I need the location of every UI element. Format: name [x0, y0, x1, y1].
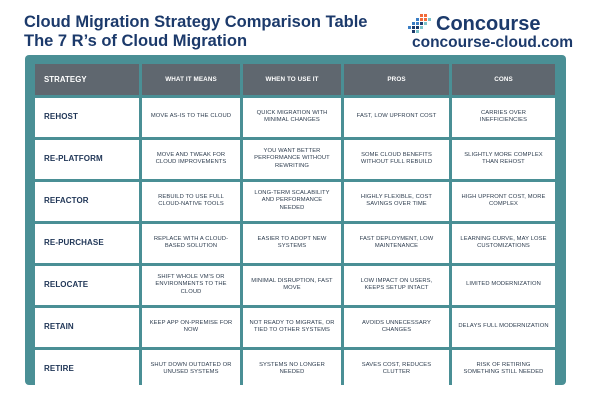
strategy-name-cell: RE-PURCHASE [35, 224, 139, 263]
strategy-name-cell: RE-PLATFORM [35, 140, 139, 179]
table-cell-cons: HIGH UPFRONT COST, MORE COMPLEX [452, 182, 555, 221]
table-cell-what-it-means: REBUILD TO USE FULL CLOUD-NATIVE TOOLS [142, 182, 240, 221]
strategy-name-cell: REFACTOR [35, 182, 139, 221]
table-cell-pros: FAST DEPLOYMENT, LOW MAINTENANCE [344, 224, 449, 263]
table-cell-when-to-use: YOU WANT BETTER PERFORMANCE WITHOUT REWRITING [243, 140, 341, 179]
table-cell-when-to-use: LONG-TERM SCALABILITY AND PERFORMANCE NEEDED [243, 182, 341, 221]
table-cell-what-it-means: KEEP APP ON-PREMISE FOR NOW [142, 308, 240, 347]
table-cell-cons: CARRIES OVER INEFFICIENCIES [452, 98, 555, 137]
title-line-main: Cloud Migration Strategy Comparison Table [24, 13, 368, 31]
column-header-what-it-means: WHAT IT MEANS [142, 64, 240, 95]
table-cell-pros: SAVES COST, REDUCES CLUTTER [344, 350, 449, 389]
column-header-pros: PROS [344, 64, 449, 95]
comparison-table [25, 55, 566, 385]
column-header-cons: CONS [452, 64, 555, 95]
table-cell-pros: HIGHLY FLEXIBLE, COST SAVINGS OVER TIME [344, 182, 449, 221]
table-cell-pros: AVOIDS UNNECESSARY CHANGES [344, 308, 449, 347]
table-cell-when-to-use: MINIMAL DISRUPTION, FAST MOVE [243, 266, 341, 305]
concourse-logo [408, 12, 578, 52]
table-cell-pros: LOW IMPACT ON USERS, KEEPS SETUP INTACT [344, 266, 449, 305]
page-title [24, 13, 367, 51]
table-cell-what-it-means: MOVE AS-IS TO THE CLOUD [142, 98, 240, 137]
column-header-strategy: STRATEGY [35, 64, 139, 95]
table-cell-pros: SOME CLOUD BENEFITS WITHOUT FULL REBUILD [344, 140, 449, 179]
strategy-name-cell: RETIRE [35, 350, 139, 389]
table-cell-when-to-use: EASIER TO ADOPT NEW SYSTEMS [243, 224, 341, 263]
table-cell-when-to-use: NOT READY TO MIGRATE, OR TIED TO OTHER SYSTEMS [243, 308, 341, 347]
concourse-logo-icon [408, 14, 432, 36]
strategy-name-cell: REHOST [35, 98, 139, 137]
table-cell-when-to-use: SYSTEMS NO LONGER NEEDED [243, 350, 341, 389]
table-cell-pros: FAST, LOW UPFRONT COST [344, 98, 449, 137]
table-cell-when-to-use: QUICK MIGRATION WITH MINIMAL CHANGES [243, 98, 341, 137]
table-cell-cons: LIMITED MODERNIZATION [452, 266, 555, 305]
table-cell-cons: DELAYS FULL MODERNIZATION [452, 308, 555, 347]
strategy-name-cell: RELOCATE [35, 266, 139, 305]
title-line-sub: The 7 R’s of Cloud Migration [24, 32, 248, 50]
table-cell-what-it-means: REPLACE WITH A CLOUD-BASED SOLUTION [142, 224, 240, 263]
table-cell-cons: SLIGHTLY MORE COMPLEX THAN REHOST [452, 140, 555, 179]
strategy-name-cell: RETAIN [35, 308, 139, 347]
table-cell-what-it-means: SHIFT WHOLE VM’S OR ENVIRONMENTS TO THE CLOUD [142, 266, 240, 305]
logo-wordmark: Concourse [436, 13, 541, 35]
table-cell-cons: RISK OF RETIRING SOMETHING STILL NEEDED [452, 350, 555, 389]
column-header-when-to-use: WHEN TO USE IT [243, 64, 341, 95]
logo-url: concourse-cloud.com [412, 34, 574, 51]
table-cell-what-it-means: SHUT DOWN OUTDATED OR UNUSED SYSTEMS [142, 350, 240, 389]
table-cell-cons: LEARNING CURVE, MAY LOSE CUSTOMIZATIONS [452, 224, 555, 263]
table-cell-what-it-means: MOVE AND TWEAK FOR CLOUD IMPROVEMENTS [142, 140, 240, 179]
